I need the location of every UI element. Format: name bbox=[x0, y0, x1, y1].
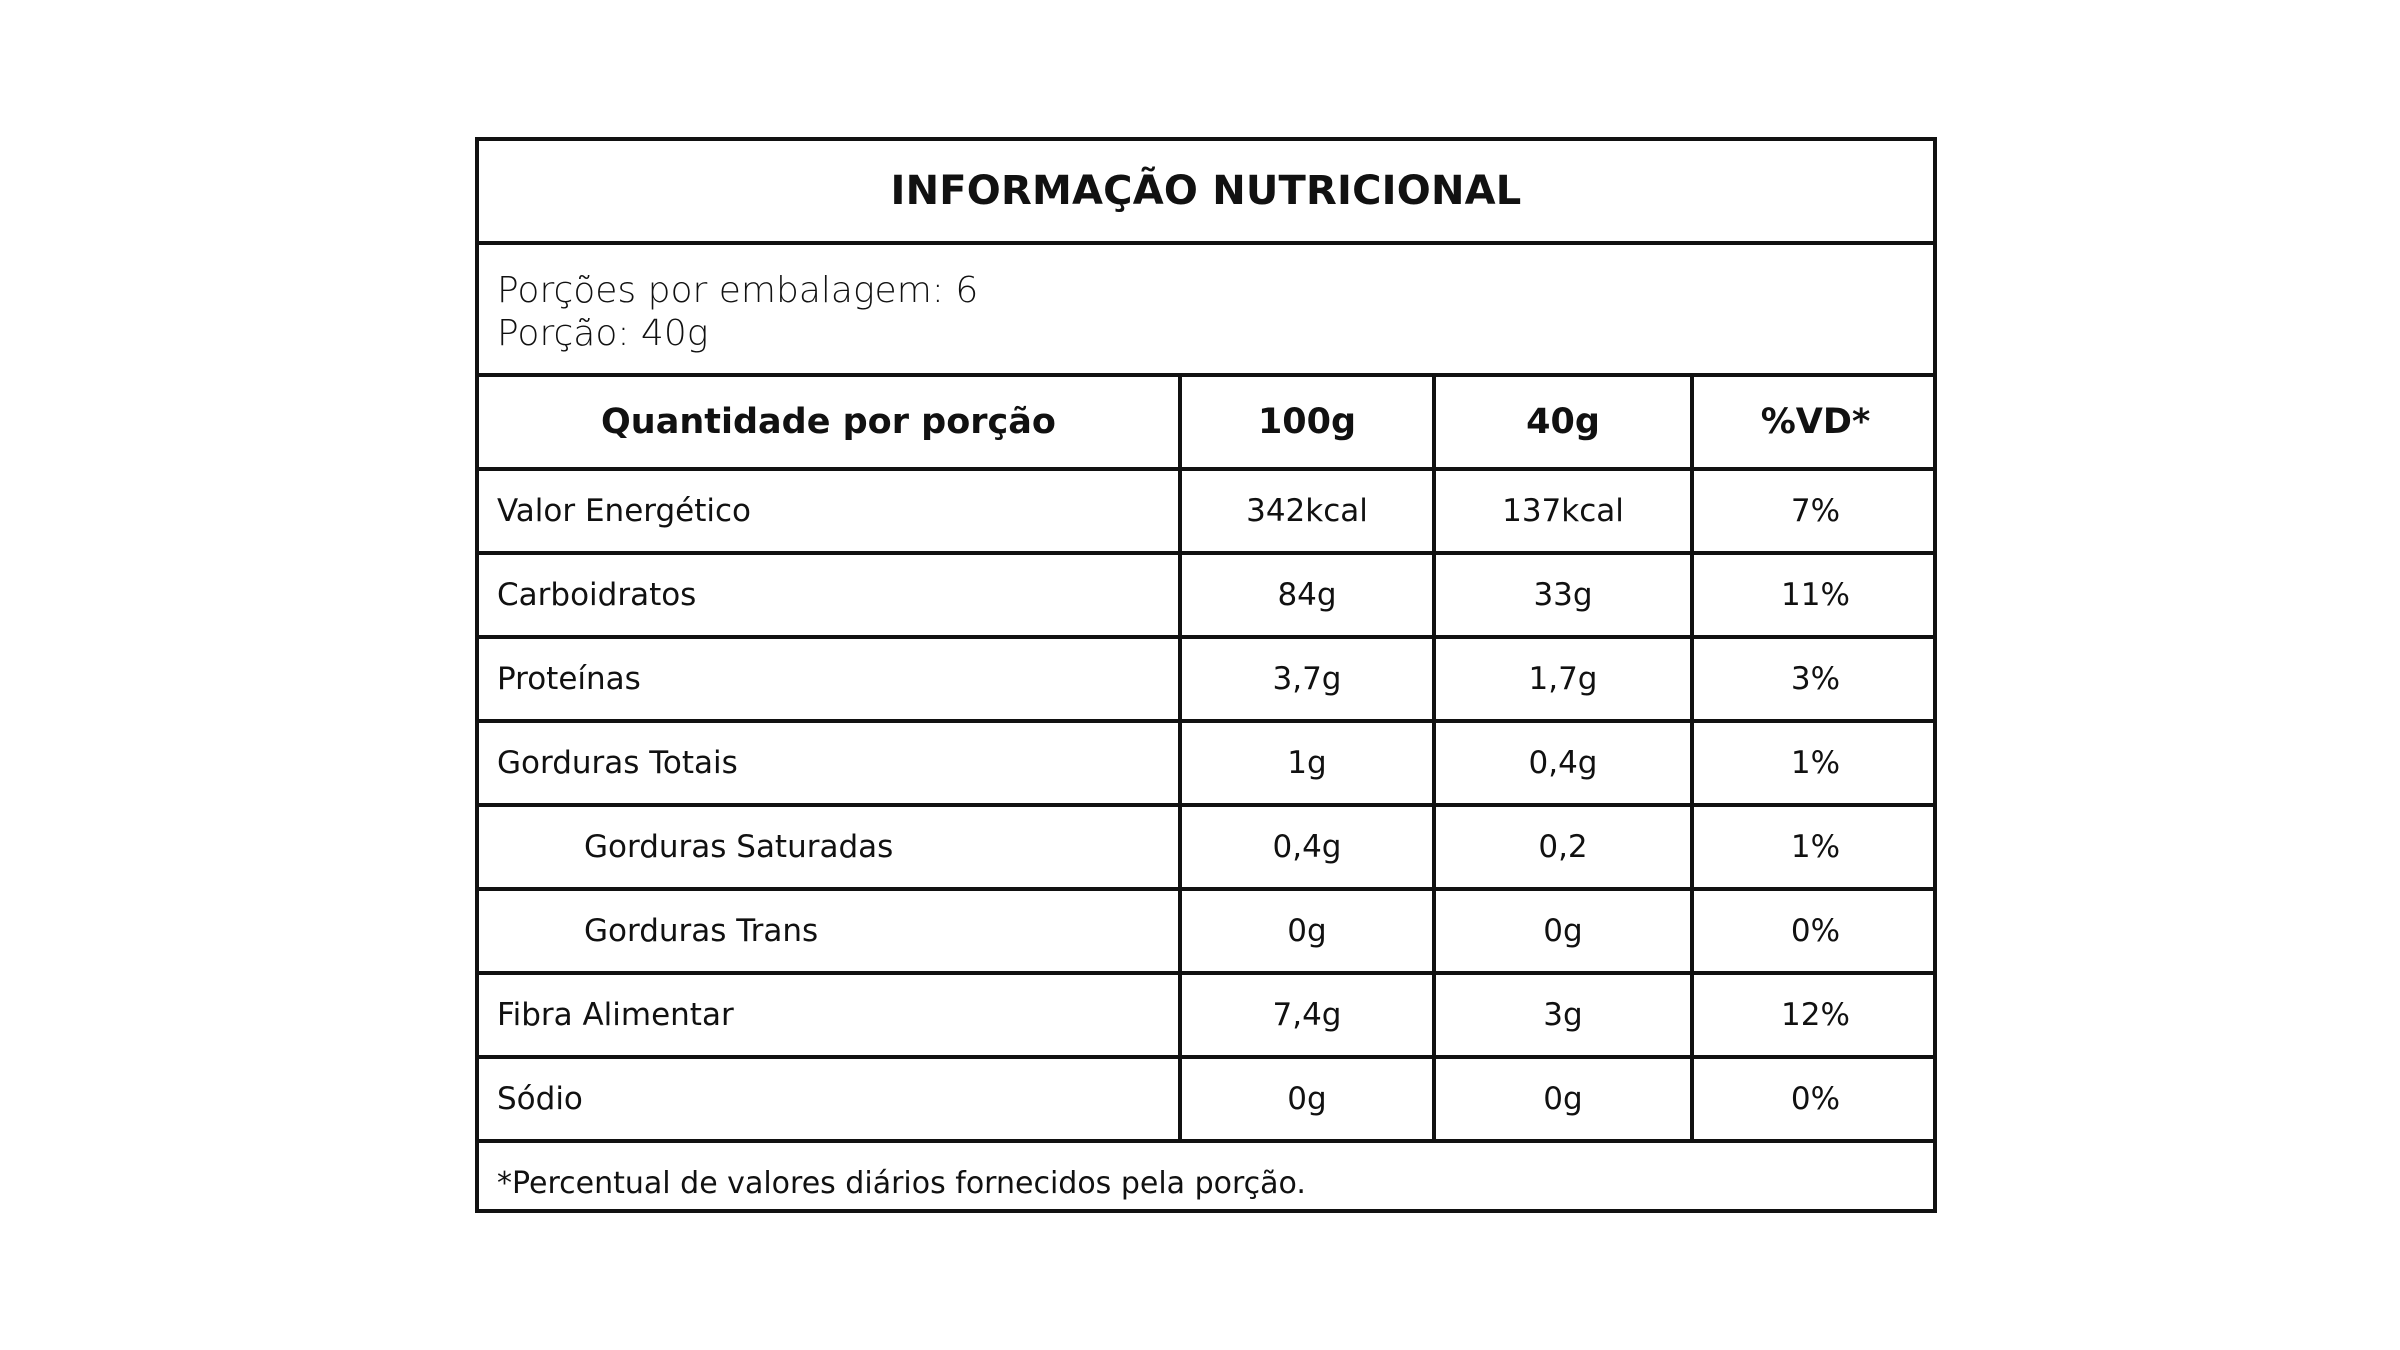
table-row bbox=[479, 1057, 1937, 1141]
table-row bbox=[479, 469, 1937, 553]
value-40g: 1,7g bbox=[1434, 637, 1692, 721]
value-dv: 7% bbox=[1692, 469, 1937, 553]
value-100g: 84g bbox=[1180, 553, 1434, 637]
serving-info bbox=[479, 245, 1933, 377]
nutrition-label bbox=[475, 137, 1937, 1213]
value-100g: 0g bbox=[1180, 1057, 1434, 1141]
table-row bbox=[479, 553, 1937, 637]
table-row bbox=[479, 637, 1937, 721]
value-100g: 1g bbox=[1180, 721, 1434, 805]
table-row bbox=[479, 721, 1937, 805]
nutrient-name: Gorduras Totais bbox=[479, 721, 1180, 805]
servings-per-package: Porções por embalagem: 6 bbox=[497, 270, 979, 311]
serving-size: Porção: 40g bbox=[497, 313, 709, 354]
nutrition-table bbox=[479, 377, 1937, 1143]
value-dv: 12% bbox=[1692, 973, 1937, 1057]
value-100g: 7,4g bbox=[1180, 973, 1434, 1057]
value-100g: 3,7g bbox=[1180, 637, 1434, 721]
nutrient-name: Sódio bbox=[479, 1057, 1180, 1141]
value-dv: 0% bbox=[1692, 1057, 1937, 1141]
value-40g: 0g bbox=[1434, 1057, 1692, 1141]
nutrient-name: Gorduras Trans bbox=[479, 889, 1180, 973]
title-row bbox=[479, 141, 1933, 245]
table-header-row bbox=[479, 377, 1937, 469]
table-row bbox=[479, 805, 1937, 889]
nutrient-name: Valor Energético bbox=[479, 469, 1180, 553]
value-40g: 0,2 bbox=[1434, 805, 1692, 889]
value-dv: 1% bbox=[1692, 805, 1937, 889]
value-dv: 0% bbox=[1692, 889, 1937, 973]
nutrient-name: Fibra Alimentar bbox=[479, 973, 1180, 1057]
table-row bbox=[479, 889, 1937, 973]
value-100g: 0,4g bbox=[1180, 805, 1434, 889]
table-row bbox=[479, 973, 1937, 1057]
value-dv: 1% bbox=[1692, 721, 1937, 805]
footnote: *Percentual de valores diários fornecidos pela porção. bbox=[497, 1165, 1306, 1201]
header-dv: %VD* bbox=[1692, 377, 1937, 469]
value-40g: 0,4g bbox=[1434, 721, 1692, 805]
value-dv: 11% bbox=[1692, 553, 1937, 637]
header-quantity: Quantidade por porção bbox=[479, 377, 1180, 469]
value-dv: 3% bbox=[1692, 637, 1937, 721]
header-100g: 100g bbox=[1180, 377, 1434, 469]
value-40g: 3g bbox=[1434, 973, 1692, 1057]
nutrient-name: Carboidratos bbox=[479, 553, 1180, 637]
header-40g: 40g bbox=[1434, 377, 1692, 469]
nutrient-name: Proteínas bbox=[479, 637, 1180, 721]
value-100g: 342kcal bbox=[1180, 469, 1434, 553]
value-40g: 137kcal bbox=[1434, 469, 1692, 553]
value-40g: 33g bbox=[1434, 553, 1692, 637]
value-40g: 0g bbox=[1434, 889, 1692, 973]
nutrient-name: Gorduras Saturadas bbox=[479, 805, 1180, 889]
label-title: INFORMAÇÃO NUTRICIONAL bbox=[890, 168, 1522, 214]
value-100g: 0g bbox=[1180, 889, 1434, 973]
